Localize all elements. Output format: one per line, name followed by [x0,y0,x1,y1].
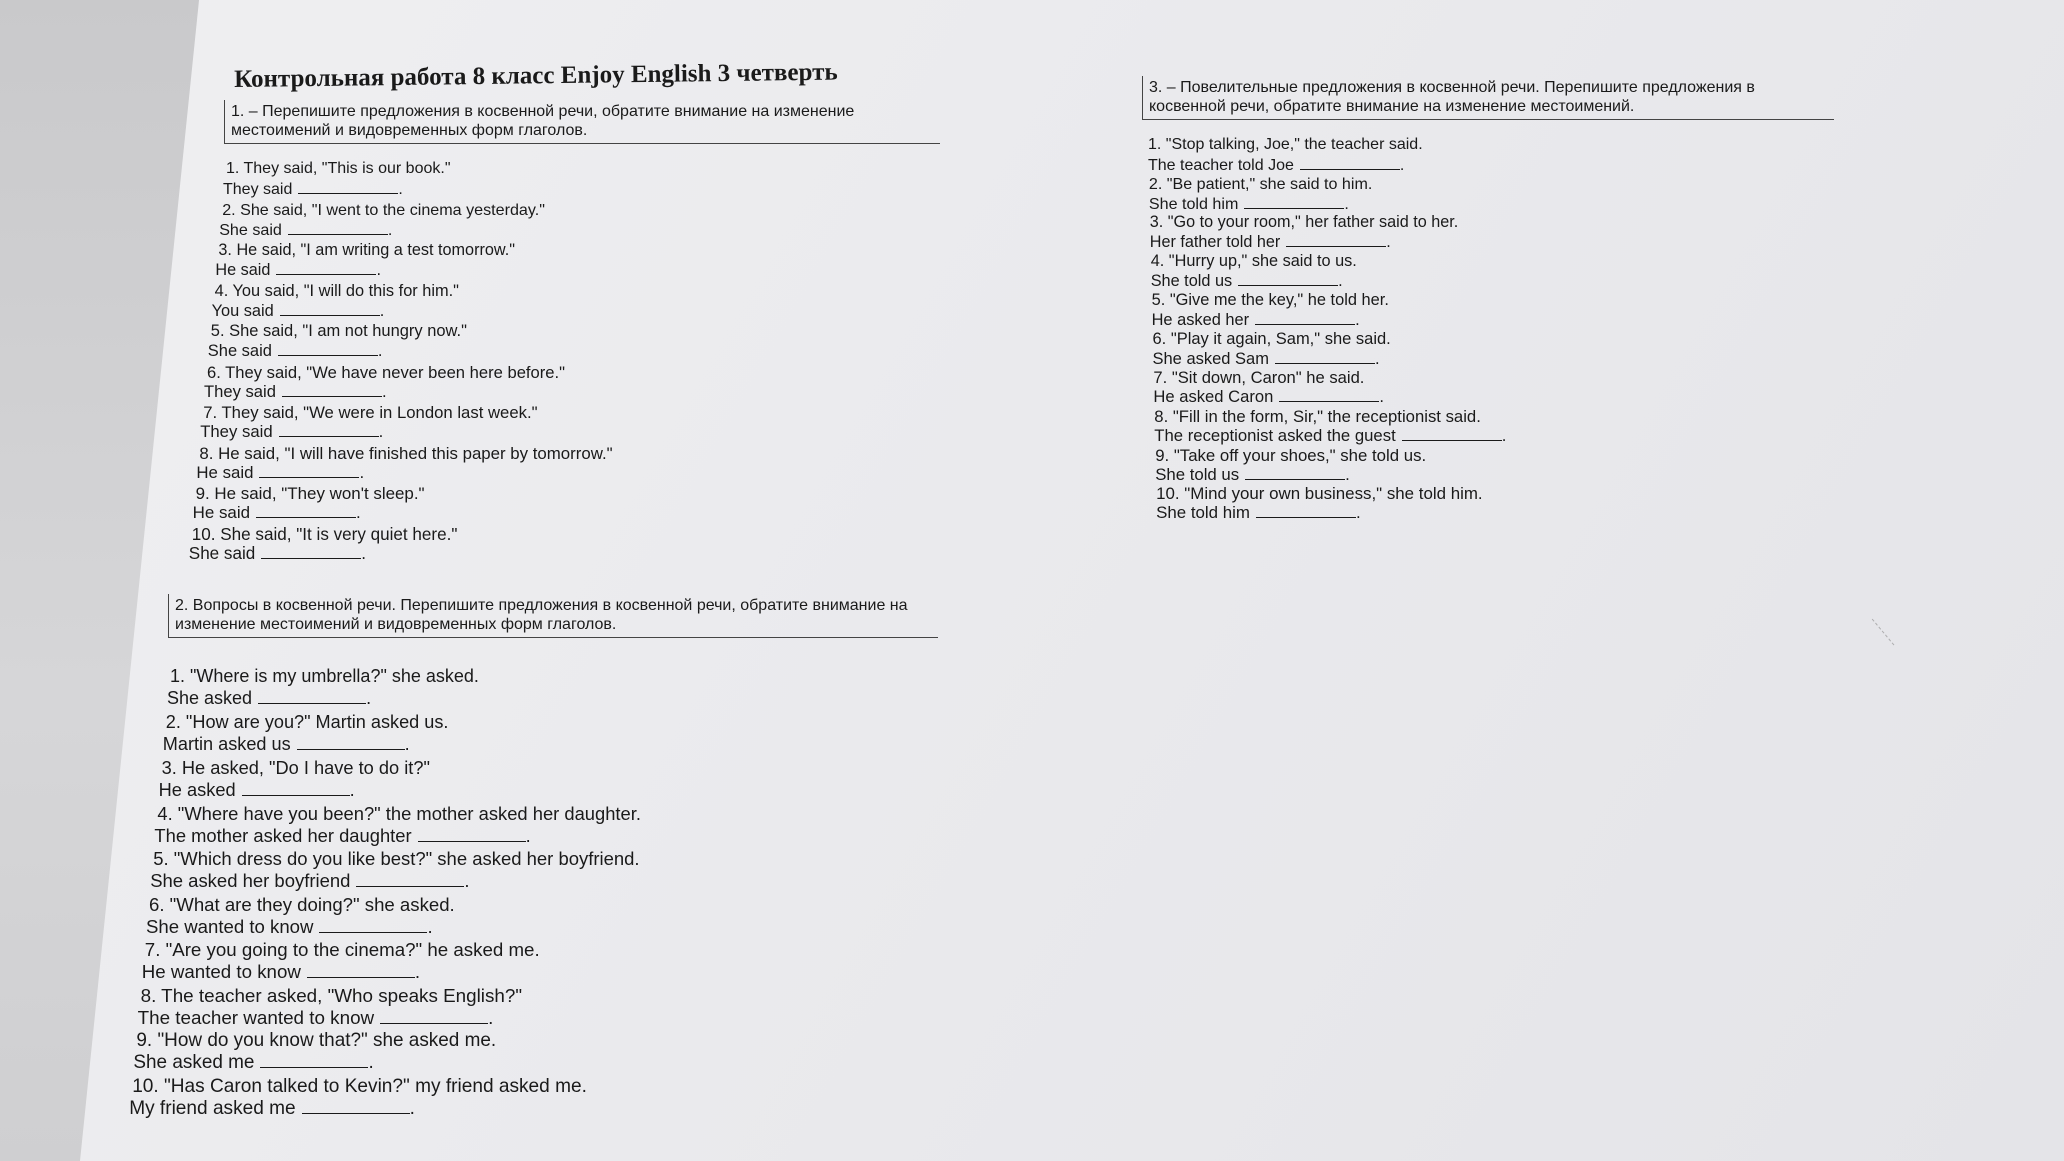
answer-blank[interactable] [256,503,356,518]
answer-prefix: She said [188,543,256,563]
answer-line-2 [163,734,410,755]
period: . [349,779,355,800]
period: . [356,503,361,522]
period: . [359,462,365,482]
answer-line-4 [154,825,530,847]
answer-prefix: My friend asked me [129,1097,296,1119]
answer-prefix: They said [223,181,293,198]
answer-prefix: She told him [1156,503,1250,523]
question-9: 9. "How do you know that?" she asked me. [136,1030,497,1051]
answer-line-5 [208,341,383,361]
answer-prefix: The receptionist asked the guest [1154,425,1396,445]
question-9: 9. He said, "They won't sleep." [195,484,425,503]
question-9: 9. "Take off your shoes," she told us. [1155,445,1427,465]
answer-blank[interactable] [297,735,405,750]
answer-line-8 [1154,426,1506,446]
period: . [1501,425,1507,445]
answer-prefix: He said [196,462,254,482]
period: . [378,422,384,441]
question-5: 5. "Give me the key," he told her. [1151,290,1389,309]
answer-blank[interactable] [1256,503,1356,518]
answer-line-4 [212,301,385,321]
answer-line-7 [200,422,383,442]
period: . [525,824,531,846]
answer-prefix: Her father told her [1149,233,1281,252]
answer-prefix: He asked [158,779,236,800]
answer-line-6 [204,382,387,402]
answer-line-1 [223,179,403,199]
period: . [387,220,393,239]
answer-line-3 [159,779,355,801]
period: . [377,342,383,360]
answer-prefix: You said [211,301,274,320]
question-4: 4. "Hurry up," she said to us. [1150,252,1357,271]
answer-blank[interactable] [1275,349,1375,364]
period: . [379,301,385,320]
answer-blank[interactable] [1245,465,1345,480]
period: . [361,543,367,563]
answer-line-2 [1149,194,1349,214]
answer-line-6 [1153,349,1380,369]
answer-blank[interactable] [280,301,380,316]
period: . [414,961,421,982]
period: . [404,733,410,754]
question-2: 2. "Be patient," she said to him. [1148,174,1373,193]
answer-prefix: She said [219,220,282,239]
section1-instruction: 1. – Перепишите предложения в косвенной речи, обратите внимание на изменение местоимений и видовременных форм глаголов. [224,100,940,144]
question-6: 6. "What are they doing?" she asked. [149,893,455,915]
answer-blank[interactable] [260,1053,368,1068]
period: . [488,1006,494,1028]
answer-prefix: They said [200,422,273,441]
period: . [366,688,372,708]
answer-prefix: She said [207,342,272,360]
question-3: 3. "Go to your room," her father said to her. [1149,213,1459,232]
question-7: 7. They said, "We were in London last week." [203,403,538,422]
question-1: 1. "Where is my umbrella?" she asked. [170,666,479,686]
answer-line-2 [219,220,392,240]
answer-line-5 [150,870,469,892]
question-1: 1. They said, "This is our book." [226,160,451,177]
answer-blank[interactable] [418,827,526,842]
answer-prefix: He said [215,261,271,279]
answer-prefix: She told us [1150,272,1233,291]
period: . [1379,387,1384,407]
answer-line-9 [193,503,361,523]
question-4: 4. "Where have you been?" the mother asked her daughter. [157,802,641,824]
answer-blank[interactable] [1255,310,1355,325]
period: . [368,1052,374,1073]
answer-line-10 [129,1098,415,1120]
question-6: 6. They said, "We have never been here before." [207,362,566,382]
answer-line-4 [1151,271,1343,291]
answer-blank[interactable] [1279,387,1379,402]
question-7: 7. "Sit down, Caron" he said. [1153,368,1365,388]
answer-prefix: She asked her boyfriend [150,870,351,891]
answer-prefix: Martin asked us [162,733,291,754]
answer-prefix: He wanted to know [141,961,301,982]
period: . [1355,310,1360,329]
answer-blank[interactable] [356,872,464,887]
question-3: 3. He said, "I am writing a test tomorrow." [218,241,516,259]
period: . [464,870,470,891]
answer-line-9 [1155,465,1350,485]
worksheet-title: Контрольная работа 8 класс Enjoy English 3 четверть [234,58,838,93]
answer-blank[interactable] [279,422,379,437]
answer-line-9 [133,1052,373,1074]
answer-blank[interactable] [259,463,359,478]
answer-blank[interactable] [307,963,415,978]
answer-line-1 [1148,155,1404,175]
answer-line-8 [138,1007,494,1029]
period: . [1338,272,1343,291]
answer-blank[interactable] [298,179,398,194]
answer-prefix: The teacher told Joe [1148,157,1294,174]
answer-prefix: She wanted to know [146,915,314,937]
period: . [381,381,387,401]
answer-line-10 [1156,503,1361,523]
section3-instruction: 3. – Повелительные предложения в косвенной речи. Перепишите предложения в косвенной речи, обратите внимание на изменение местоимений. [1142,76,1834,120]
answer-blank[interactable] [278,341,378,356]
answer-blank[interactable] [1286,232,1386,247]
answer-blank[interactable] [261,544,361,559]
answer-line-3 [215,260,381,280]
question-3: 3. He asked, "Do I have to do it?" [161,757,430,778]
answer-blank[interactable] [276,260,376,275]
answer-line-8 [196,463,364,483]
answer-prefix: He asked her [1151,310,1250,329]
period: . [409,1097,415,1119]
period: . [427,915,433,937]
period: . [1374,349,1380,368]
answer-blank[interactable] [242,781,350,796]
question-6: 6. "Play it again, Sam," she said. [1152,329,1391,348]
answer-line-10 [189,544,366,564]
question-10: 10. She said, "It is very quiet here." [191,524,458,544]
period: . [1344,194,1349,213]
answer-prefix: He said [192,503,251,522]
question-10: 10. "Mind your own business," she told him. [1156,484,1483,504]
question-7: 7. "Are you going to the cinema?" he asked me. [144,939,540,960]
answer-blank[interactable] [1402,426,1502,441]
question-10: 10. "Has Caron talked to Kevin?" my friend asked me. [132,1075,587,1097]
answer-blank[interactable] [1238,271,1338,286]
period: . [1355,503,1361,523]
answer-blank[interactable] [282,382,382,397]
answer-prefix: The teacher wanted to know [137,1006,375,1028]
answer-blank[interactable] [1244,194,1344,209]
section2-instruction: 2. Вопросы в косвенной речи. Перепишите предложения в косвенной речи, обратите внимание на изменение местоимений и видовременных форм глаголов. [168,594,938,638]
answer-line-7 [1153,387,1384,407]
answer-line-5 [1152,310,1360,330]
question-5: 5. "Which dress do you like best?" she asked her boyfriend. [153,848,640,869]
answer-prefix: She told him [1148,194,1239,213]
period: . [1386,233,1391,252]
answer-line-1 [167,688,371,709]
question-4: 4. You said, "I will do this for him." [214,281,459,300]
answer-prefix: He asked Caron [1153,387,1274,407]
answer-line-3 [1150,232,1391,252]
answer-blank[interactable] [319,918,427,933]
answer-line-6 [146,916,433,938]
answer-blank[interactable] [380,1009,488,1024]
answer-prefix: She asked [167,688,253,708]
question-8: 8. "Fill in the form, Sir," the receptionist said. [1154,406,1481,426]
answer-line-7 [142,961,420,983]
period: . [398,181,403,198]
period: . [1345,464,1350,484]
question-2: 2. "How are you?" Martin asked us. [165,711,449,732]
answer-blank[interactable] [258,689,366,704]
question-8: 8. The teacher asked, "Who speaks English?" [140,984,523,1006]
question-1: 1. "Stop talking, Joe," the teacher said. [1148,136,1423,153]
answer-prefix: She asked Sam [1152,349,1269,368]
period: . [1399,157,1405,174]
period: . [376,261,381,279]
question-5: 5. She said, "I am not hungry now." [210,322,467,340]
answer-blank[interactable] [1300,155,1400,170]
question-8: 8. He said, "I will have finished this paper by tomorrow." [199,443,613,463]
answer-prefix: She asked me [133,1052,255,1073]
answer-blank[interactable] [288,220,388,235]
answer-prefix: They said [204,381,276,401]
answer-blank[interactable] [302,1099,410,1114]
answer-prefix: She told us [1155,464,1240,484]
question-2: 2. She said, "I went to the cinema yesterday." [222,200,545,219]
answer-prefix: The mother asked her daughter [154,824,412,846]
